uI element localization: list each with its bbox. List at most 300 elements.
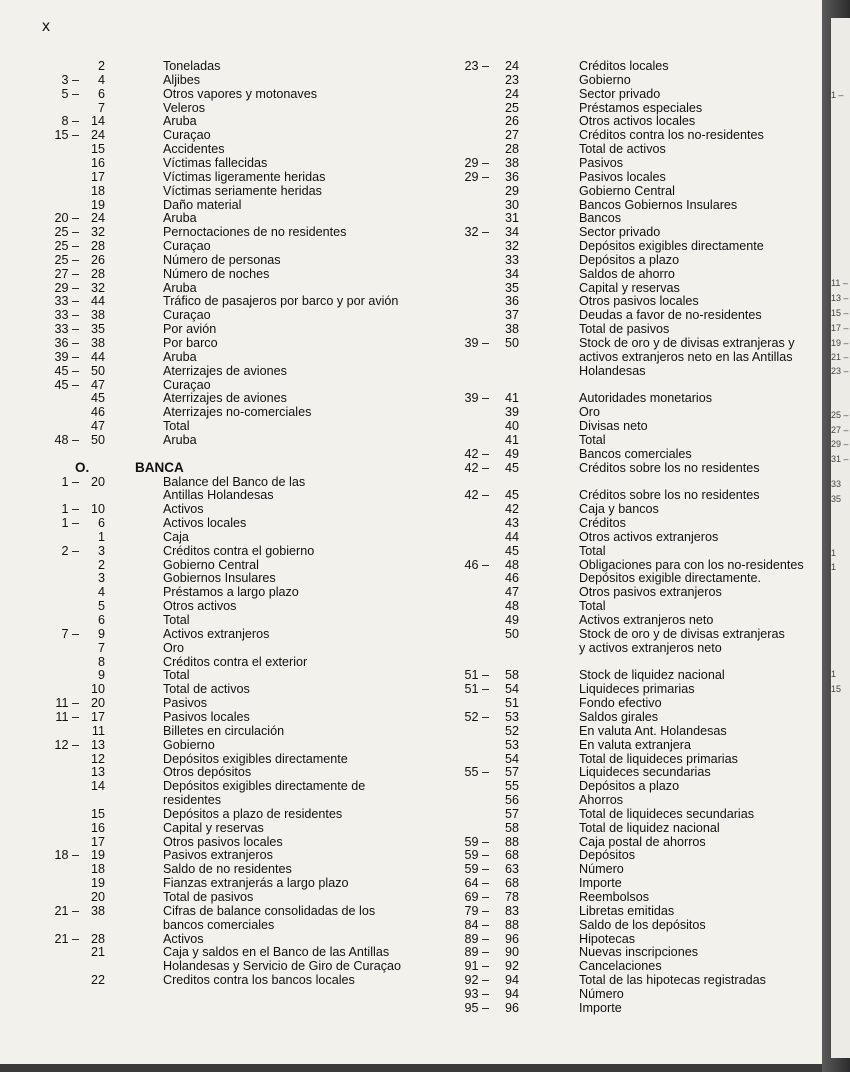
entry-description: Ahorros bbox=[579, 793, 624, 808]
entry-description: Pasivos bbox=[163, 696, 208, 711]
table-number: 19 bbox=[90, 197, 105, 212]
entry-description: Reembolsos bbox=[579, 890, 649, 904]
adjacent-page-number: 25 – bbox=[831, 410, 849, 420]
table-number: 53 bbox=[504, 737, 519, 752]
entry-description: Depósitos a plazo bbox=[579, 252, 680, 267]
entry-description: Curaçao bbox=[163, 239, 211, 254]
table-range-start: 29 – bbox=[464, 169, 489, 184]
entry-description: Pasivos locales bbox=[163, 709, 250, 724]
table-number: 9 bbox=[97, 626, 105, 641]
table-number: 41 bbox=[504, 391, 519, 406]
table-number: 19 bbox=[90, 876, 105, 891]
table-number: 33 bbox=[504, 252, 519, 267]
table-range-start: 59 – bbox=[464, 834, 489, 849]
entry-description: Gobierno Central bbox=[163, 557, 259, 572]
table-number: 41 bbox=[504, 432, 519, 447]
entry-description: Activos extranjeros neto bbox=[579, 613, 714, 627]
entry-description: Aruba bbox=[163, 432, 197, 447]
table-range-start: 2 – bbox=[61, 543, 79, 558]
adjacent-page-number: 11 – bbox=[831, 278, 848, 288]
entry-description: Total de activos bbox=[579, 142, 666, 157]
adjacent-page-number: 15 – bbox=[831, 308, 849, 318]
table-range-start: 5 – bbox=[61, 86, 79, 101]
table-range-start: 1 – bbox=[61, 474, 79, 489]
entry-description: Total bbox=[579, 543, 606, 558]
entry-description: Daño material bbox=[163, 197, 242, 212]
table-number: 83 bbox=[504, 903, 519, 918]
entry-description: Caja y bancos bbox=[579, 502, 659, 517]
table-number: 6 bbox=[97, 613, 105, 627]
table-number: 49 bbox=[504, 446, 519, 461]
table-range-start: 64 – bbox=[464, 876, 489, 891]
table-range-start: 42 – bbox=[464, 446, 489, 461]
entry-description: Total bbox=[163, 613, 190, 627]
entry-description: Total bbox=[579, 599, 606, 614]
table-number: 58 bbox=[504, 668, 519, 683]
table-number: 31 bbox=[504, 211, 519, 226]
entry-description: Pernoctaciones de no residentes bbox=[163, 225, 347, 240]
entry-description: Nuevas inscripciones bbox=[579, 945, 698, 960]
adjacent-page-number: 27 – bbox=[831, 425, 849, 435]
entry-description: Total de liquidez nacional bbox=[579, 820, 720, 835]
table-range-start: 59 – bbox=[464, 848, 489, 863]
entry-description: Aterrizajes de aviones bbox=[163, 363, 287, 378]
entry-description: Importe bbox=[579, 876, 622, 891]
entry-description: Otros activos extranjeros bbox=[579, 529, 719, 544]
entry-description: Liquideces secundarias bbox=[579, 765, 711, 780]
table-number: 48 bbox=[504, 557, 519, 572]
table-number: 12 bbox=[90, 751, 105, 766]
entry-description: Préstamos a largo plazo bbox=[163, 585, 299, 600]
entry-description: Aterrizajes de aviones bbox=[163, 391, 287, 406]
table-range-start: 89 – bbox=[464, 945, 489, 960]
table-number: 34 bbox=[504, 266, 519, 281]
table-number: 19 bbox=[90, 848, 105, 863]
entry-description: Oro bbox=[163, 640, 184, 655]
entry-description: Aruba bbox=[163, 114, 197, 129]
adjacent-page-number: 35 bbox=[831, 494, 842, 504]
table-number: 8 bbox=[97, 654, 105, 669]
adjacent-page-number: 33 bbox=[831, 479, 842, 489]
table-number: 27 bbox=[504, 128, 519, 143]
entry-description: Capital y reservas bbox=[163, 820, 264, 835]
table-range-start: 29 – bbox=[464, 155, 489, 170]
table-number: 38 bbox=[90, 308, 105, 323]
table-number: 32 bbox=[90, 280, 105, 295]
entry-description: Stock de liquidez nacional bbox=[579, 668, 725, 683]
entry-description: Activos bbox=[163, 931, 204, 946]
entry-description: Total de las hipotecas registradas bbox=[579, 973, 766, 988]
entry-description: Total bbox=[579, 432, 606, 447]
entry-description: Créditos sobre los no residentes bbox=[579, 488, 760, 503]
entry-description: bancos comerciales bbox=[163, 917, 275, 932]
table-number: 78 bbox=[504, 890, 519, 904]
entry-description: Autoridades monetarios bbox=[579, 391, 713, 406]
entry-description: Libretas emitidas bbox=[579, 903, 675, 918]
table-number: 3 bbox=[97, 571, 105, 586]
entry-description: Toneladas bbox=[163, 59, 221, 73]
table-number: 49 bbox=[504, 613, 519, 627]
table-number: 94 bbox=[504, 973, 519, 988]
entry-description: Otros pasivos locales bbox=[163, 834, 283, 849]
table-number: 90 bbox=[504, 945, 519, 960]
table-number: 92 bbox=[504, 959, 519, 974]
table-number: 46 bbox=[90, 405, 105, 420]
table-number: 40 bbox=[504, 419, 519, 434]
table-range-start: 33 – bbox=[54, 308, 79, 323]
table-number: 28 bbox=[90, 266, 105, 281]
entry-description: Total de liquideces primarias bbox=[579, 751, 738, 766]
table-range-start: 48 – bbox=[54, 432, 79, 447]
table-number: 57 bbox=[504, 765, 519, 780]
entry-description: En valuta extranjera bbox=[579, 737, 692, 752]
table-number: 45 bbox=[504, 488, 519, 503]
table-range-start: 11 – bbox=[55, 709, 79, 724]
table-number: 88 bbox=[504, 917, 519, 932]
entry-description: Préstamos especiales bbox=[579, 100, 703, 115]
table-number: 26 bbox=[504, 114, 519, 129]
adjacent-page-number: 21 – bbox=[831, 352, 849, 362]
table-range-start: 32 – bbox=[464, 225, 489, 240]
table-range-start: 92 – bbox=[464, 973, 489, 988]
table-number: 15 bbox=[90, 142, 105, 157]
entry-description: Depósitos a plazo de residentes bbox=[163, 806, 343, 821]
table-range-start: 55 – bbox=[464, 765, 489, 780]
entry-description: Cancelaciones bbox=[579, 959, 662, 974]
entry-description: Obligaciones para con los no-residentes bbox=[579, 557, 804, 572]
table-range-start: 21 – bbox=[54, 903, 79, 918]
table-range-start: 42 – bbox=[464, 460, 489, 475]
entry-description: Bancos Gobiernos Insulares bbox=[579, 197, 738, 212]
table-number: 48 bbox=[504, 599, 519, 614]
entry-description: Total de liquideces secundarias bbox=[579, 806, 755, 821]
table-range-start: 89 – bbox=[464, 931, 489, 946]
table-number: 47 bbox=[90, 377, 105, 392]
entry-description: Sector privado bbox=[579, 225, 661, 240]
table-number: 7 bbox=[97, 640, 105, 655]
table-range-start: 8 – bbox=[61, 114, 79, 129]
entry-description: Pasivos bbox=[579, 155, 624, 170]
table-range-start: 39 – bbox=[54, 349, 79, 364]
adjacent-page-number: 13 – bbox=[831, 293, 849, 303]
table-number: 32 bbox=[90, 225, 105, 240]
table-range-start: 29 – bbox=[54, 280, 79, 295]
entry-description: Fianzas extranjerás a largo plazo bbox=[163, 876, 349, 891]
table-number: 17 bbox=[90, 834, 105, 849]
entry-description: Aterrizajes no-comerciales bbox=[163, 405, 312, 420]
table-number: 52 bbox=[504, 723, 519, 738]
entry-description: Total de activos bbox=[163, 682, 250, 697]
table-number: 96 bbox=[504, 931, 519, 946]
table-number: 37 bbox=[504, 308, 519, 323]
table-number: 16 bbox=[90, 820, 105, 835]
adjacent-page-number: 17 – bbox=[831, 323, 849, 333]
entry-description: Fondo efectivo bbox=[579, 696, 662, 711]
entry-description: Capital y reservas bbox=[579, 280, 680, 295]
table-number: 2 bbox=[97, 59, 105, 73]
entry-description: Balance del Banco de las bbox=[163, 474, 306, 489]
adjacent-page-number: 1 bbox=[831, 562, 837, 572]
table-number: 24 bbox=[504, 59, 519, 73]
entry-description: Creditos contra los bancos locales bbox=[163, 973, 355, 988]
entry-description: Otros activos locales bbox=[579, 114, 696, 129]
table-number: 28 bbox=[90, 239, 105, 254]
table-number: 44 bbox=[90, 349, 105, 364]
entry-description: Activos bbox=[163, 502, 204, 517]
table-number: 16 bbox=[90, 155, 105, 170]
table-range-start: 25 – bbox=[54, 239, 79, 254]
table-number: 13 bbox=[90, 765, 105, 780]
entry-description: Gobierno bbox=[579, 72, 631, 87]
entry-description: Otros depósitos bbox=[163, 765, 252, 780]
table-range-start: 1 – bbox=[61, 516, 79, 531]
adjacent-page-edge bbox=[831, 18, 850, 1058]
table-number: 51 bbox=[504, 696, 519, 711]
entry-description: Hipotecas bbox=[579, 931, 636, 946]
entry-description: Depósitos exigibles directamente bbox=[579, 239, 764, 254]
table-range-start: 18 – bbox=[54, 848, 79, 863]
table-number: 20 bbox=[90, 890, 105, 904]
entry-description: Tráfico de pasajeros por barco y por avión bbox=[163, 294, 399, 309]
entry-description: Número de noches bbox=[163, 266, 270, 281]
table-number: 24 bbox=[90, 128, 105, 143]
entry-description: Curaçao bbox=[163, 377, 211, 392]
entry-description: Bancos bbox=[579, 211, 622, 226]
table-number: 68 bbox=[504, 876, 519, 891]
table-number: 63 bbox=[504, 862, 519, 877]
entry-description: Créditos locales bbox=[579, 59, 669, 73]
table-number: 9 bbox=[97, 668, 105, 683]
entry-description: Otros activos bbox=[163, 599, 237, 614]
table-range-start: 3 – bbox=[61, 72, 79, 87]
table-number: 45 bbox=[504, 460, 519, 475]
table-number: 15 bbox=[90, 806, 105, 821]
entry-description: Stock de oro y de divisas extranjeras y bbox=[579, 336, 795, 350]
entry-description: Accidentes bbox=[163, 142, 225, 157]
entry-description: Total de pasivos bbox=[579, 322, 670, 337]
table-number: 17 bbox=[90, 709, 105, 724]
table-number: 5 bbox=[97, 599, 105, 614]
entry-description: Depósitos exigible directamente. bbox=[579, 571, 762, 586]
entry-description: Otros pasivos locales bbox=[579, 294, 699, 309]
entry-description: Antillas Holandesas bbox=[163, 488, 274, 503]
table-number: 36 bbox=[504, 169, 519, 184]
table-number: 96 bbox=[504, 1000, 519, 1015]
table-number: 88 bbox=[504, 834, 519, 849]
table-number: 46 bbox=[504, 571, 519, 586]
entry-description: Liquideces primarias bbox=[579, 682, 695, 697]
entry-description: Número bbox=[579, 862, 624, 877]
adjacent-page-number: 1 bbox=[831, 669, 837, 679]
entry-description: Aljibes bbox=[163, 72, 201, 87]
table-range-start: 25 – bbox=[54, 225, 79, 240]
table-range-start: 23 – bbox=[464, 59, 489, 73]
page-number: x bbox=[42, 18, 50, 35]
table-number: 35 bbox=[504, 280, 519, 295]
entry-description: Por avión bbox=[163, 322, 217, 337]
table-range-start: 51 – bbox=[464, 668, 489, 683]
table-number: 4 bbox=[97, 72, 105, 87]
table-number: 44 bbox=[90, 294, 105, 309]
entry-description: Créditos contra el exterior bbox=[163, 654, 308, 669]
adjacent-page-number: 15 bbox=[831, 684, 842, 694]
table-range-start: 91 – bbox=[464, 959, 489, 974]
table-range-start: 51 – bbox=[464, 682, 489, 697]
adjacent-page-number: 23 – bbox=[831, 366, 849, 376]
table-range-start: 39 – bbox=[464, 391, 489, 406]
table-number: 35 bbox=[90, 322, 105, 337]
table-number: 21 bbox=[90, 945, 105, 960]
table-range-start: 79 – bbox=[464, 903, 489, 918]
table-range-start: 45 – bbox=[54, 377, 79, 392]
table-number: 68 bbox=[504, 848, 519, 863]
table-number: 7 bbox=[97, 100, 105, 115]
entry-description: Holandesas y Servicio de Giro de Curaçao bbox=[163, 959, 402, 974]
entry-description: Otros vapores y motonaves bbox=[163, 86, 317, 101]
table-number: 94 bbox=[504, 986, 519, 1001]
entry-description: Caja y saldos en el Banco de las Antillas bbox=[163, 945, 390, 960]
table-range-start: 46 – bbox=[464, 557, 489, 572]
table-number: 56 bbox=[504, 793, 519, 808]
entry-description: Número de personas bbox=[163, 252, 281, 267]
table-range-start: 33 – bbox=[54, 294, 79, 309]
table-number: 4 bbox=[97, 585, 105, 600]
table-number: 14 bbox=[90, 114, 105, 129]
table-range-start: 25 – bbox=[54, 252, 79, 267]
table-number: 58 bbox=[504, 820, 519, 835]
table-range-start: 93 – bbox=[464, 986, 489, 1001]
entry-description: Activos locales bbox=[163, 516, 247, 531]
entry-description: Saldos girales bbox=[579, 709, 659, 724]
entry-description: Holandesas bbox=[579, 363, 646, 378]
table-range-start: 1 – bbox=[61, 502, 79, 517]
adjacent-page-number: 1 – bbox=[831, 90, 844, 100]
table-number: 20 bbox=[90, 474, 105, 489]
entry-description: Créditos bbox=[579, 516, 626, 531]
table-number: 20 bbox=[90, 696, 105, 711]
table-range-start: 33 – bbox=[54, 322, 79, 337]
table-number: 14 bbox=[90, 779, 105, 794]
table-number: 50 bbox=[504, 336, 519, 350]
table-number: 24 bbox=[90, 211, 105, 226]
table-number: 25 bbox=[504, 100, 519, 115]
entry-description: Divisas neto bbox=[579, 419, 648, 434]
entry-description: Víctimas seriamente heridas bbox=[163, 183, 322, 198]
table-number: 44 bbox=[504, 529, 519, 544]
entry-description: Aruba bbox=[163, 349, 197, 364]
table-number: 32 bbox=[504, 239, 519, 254]
table-range-start: 84 – bbox=[464, 917, 489, 932]
entry-description: Otros pasivos extranjeros bbox=[579, 585, 722, 600]
entry-description: Gobierno bbox=[163, 737, 215, 752]
entry-description: Caja bbox=[163, 529, 189, 544]
entry-description: Cifras de balance consolidadas de los bbox=[163, 903, 376, 918]
entry-description: Curaçao bbox=[163, 128, 211, 143]
entry-description: Depósitos a plazo bbox=[579, 779, 680, 794]
table-number: 11 bbox=[91, 723, 105, 738]
table-number: 2 bbox=[97, 557, 105, 572]
entry-description: Billetes en circulación bbox=[163, 723, 285, 738]
entry-description: Víctimas ligeramente heridas bbox=[163, 169, 326, 184]
entry-description: Depósitos bbox=[579, 848, 636, 863]
entry-description: activos extranjeros neto en las Antillas bbox=[579, 349, 793, 364]
table-number: 10 bbox=[90, 682, 105, 697]
table-number: 28 bbox=[504, 142, 519, 157]
entry-description: Pasivos locales bbox=[579, 169, 666, 184]
entry-description: Saldo de no residentes bbox=[163, 862, 292, 877]
table-number: 13 bbox=[90, 737, 105, 752]
table-range-start: 52 – bbox=[464, 709, 489, 724]
table-number: 28 bbox=[90, 931, 105, 946]
table-range-start: 21 – bbox=[54, 931, 79, 946]
table-number: 22 bbox=[90, 973, 105, 988]
entry-description: Créditos contra los no-residentes bbox=[579, 128, 764, 143]
entry-description: Gobierno Central bbox=[579, 183, 675, 198]
table-number: 17 bbox=[90, 169, 105, 184]
table-number: 57 bbox=[504, 806, 519, 821]
entry-description: Créditos contra el gobierno bbox=[163, 543, 315, 558]
table-range-start: 36 – bbox=[54, 336, 79, 350]
table-number: 30 bbox=[504, 197, 519, 212]
table-number: 3 bbox=[97, 543, 105, 558]
table-number: 43 bbox=[504, 516, 519, 531]
table-number: 24 bbox=[504, 86, 519, 101]
table-range-start: 69 – bbox=[464, 890, 489, 904]
table-range-start: 42 – bbox=[464, 488, 489, 503]
entry-description: Por barco bbox=[163, 336, 218, 350]
table-number: 38 bbox=[504, 155, 519, 170]
table-number: 39 bbox=[504, 405, 519, 420]
entry-description: Pasivos extranjeros bbox=[163, 848, 273, 863]
entry-description: Importe bbox=[579, 1000, 622, 1015]
entry-description: Víctimas fallecidas bbox=[163, 155, 268, 170]
table-range-start: 11 – bbox=[55, 696, 79, 711]
table-number: 38 bbox=[504, 322, 519, 337]
table-range-start: 20 – bbox=[54, 211, 79, 226]
entry-description: Créditos sobre los no residentes bbox=[579, 460, 760, 475]
table-range-start: 95 – bbox=[464, 1000, 489, 1015]
entry-description: Aruba bbox=[163, 280, 197, 295]
entry-description: Bancos comerciales bbox=[579, 446, 692, 461]
entry-description: Depósitos exigibles directamente de bbox=[163, 779, 366, 794]
entry-description: En valuta Ant. Holandesas bbox=[579, 723, 727, 738]
entry-description: Total bbox=[163, 419, 190, 434]
section-title: BANCA bbox=[135, 459, 184, 475]
entry-description: Caja postal de ahorros bbox=[579, 834, 706, 849]
table-number: 55 bbox=[504, 779, 519, 794]
entry-description: Saldo de los depósitos bbox=[579, 917, 706, 932]
table-number: 45 bbox=[504, 543, 519, 558]
entry-description: Deudas a favor de no-residentes bbox=[579, 308, 762, 323]
table-number: 38 bbox=[90, 903, 105, 918]
entry-description: Número bbox=[579, 986, 624, 1001]
entry-description: Stock de oro y de divisas extranjeras bbox=[579, 626, 785, 641]
entry-description: Curaçao bbox=[163, 308, 211, 323]
adjacent-page-number: 29 – bbox=[831, 439, 849, 449]
entry-description: Veleros bbox=[163, 100, 206, 115]
entry-description: Depósitos exigibles directamente bbox=[163, 751, 348, 766]
entry-description: Gobiernos Insulares bbox=[163, 571, 276, 586]
table-number: 50 bbox=[90, 363, 105, 378]
entry-description: residentes bbox=[163, 793, 222, 808]
table-number: 6 bbox=[97, 516, 105, 531]
table-number: 23 bbox=[504, 72, 519, 87]
table-number: 18 bbox=[90, 862, 105, 877]
table-number: 26 bbox=[90, 252, 105, 267]
entry-description: Saldos de ahorro bbox=[579, 266, 675, 281]
entry-description: y activos extranjeros neto bbox=[579, 640, 722, 655]
table-number: 10 bbox=[90, 502, 105, 517]
